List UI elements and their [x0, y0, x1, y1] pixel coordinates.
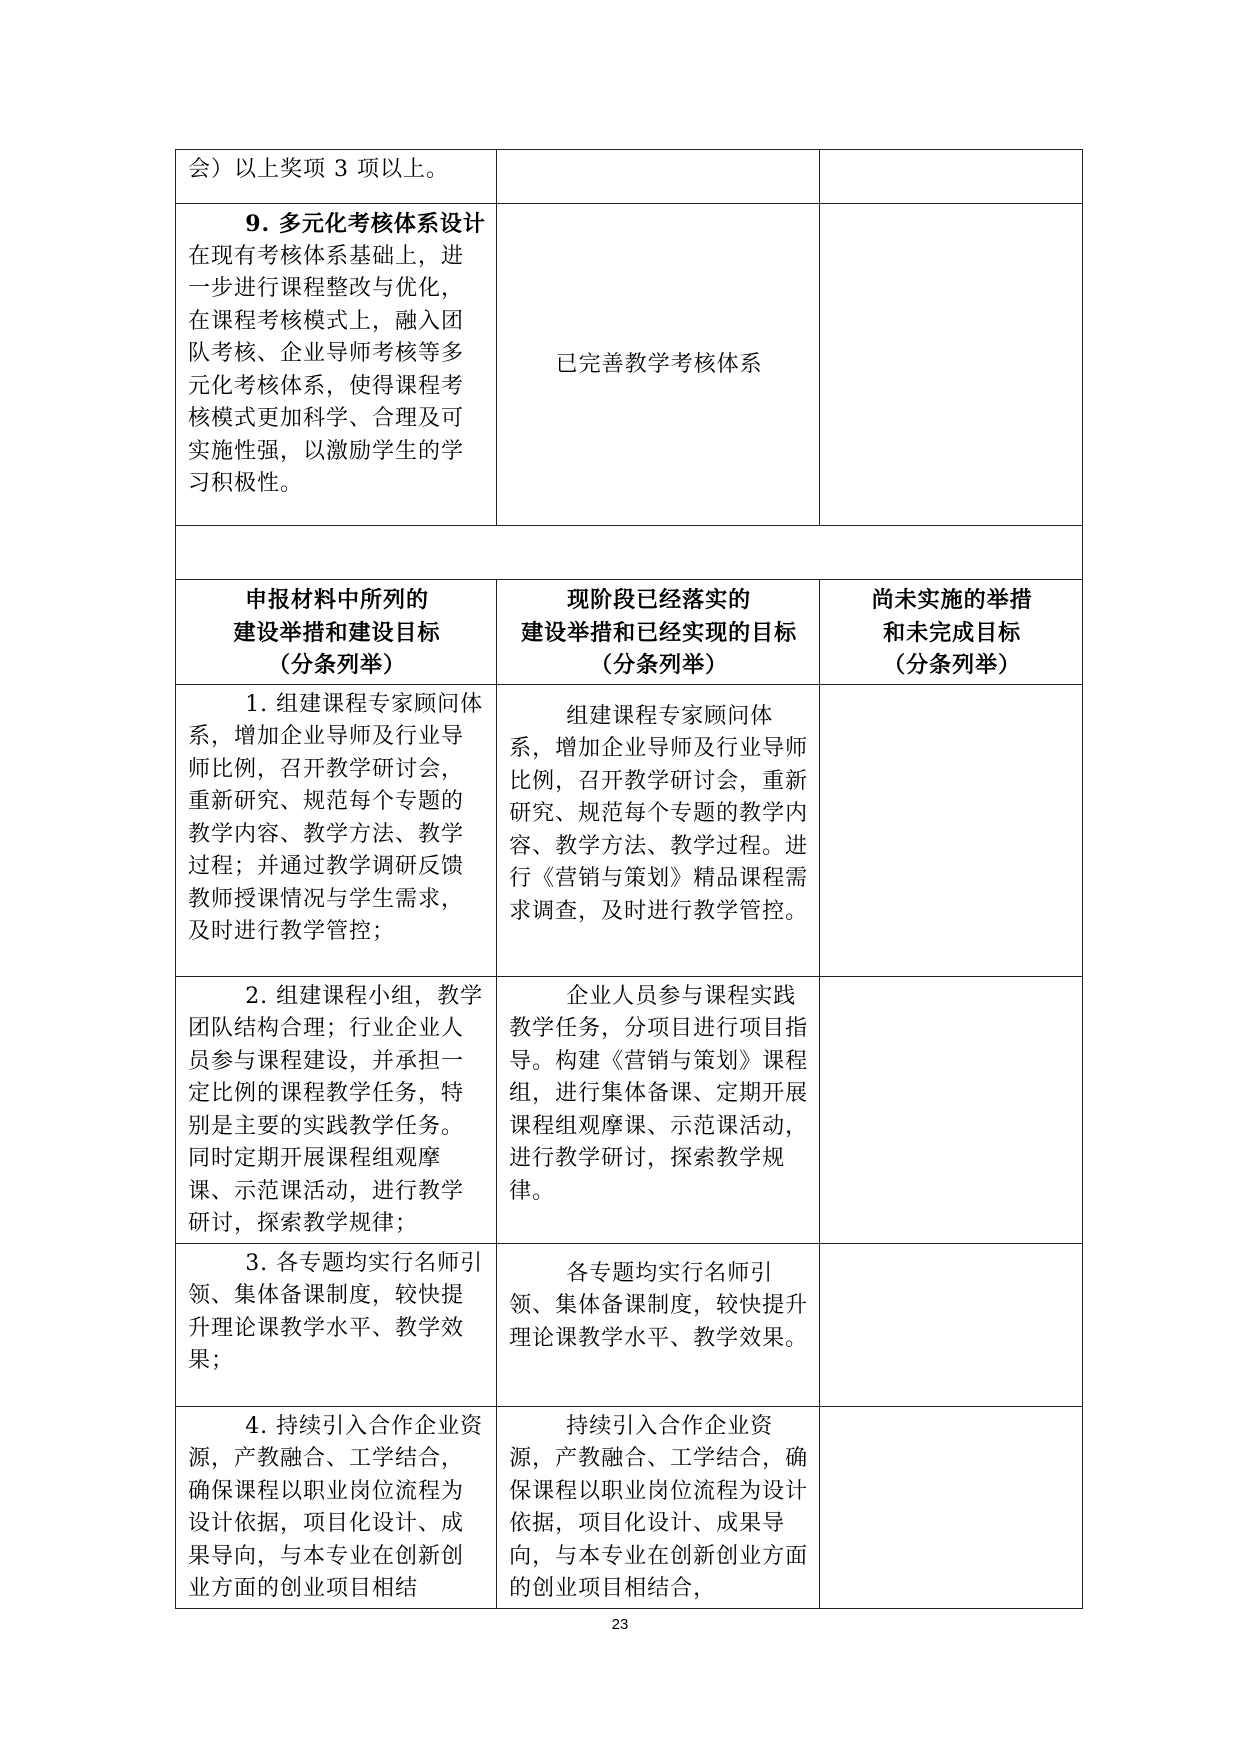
cell-pending-2: [820, 976, 1083, 1243]
header-achieved-line3: （分条列举）: [590, 652, 729, 678]
cell-item9-achieved: 已完善教学考核体系: [497, 204, 820, 526]
header-achieved: [497, 580, 820, 685]
cell-pending-1: [820, 684, 1083, 976]
cell-planned-3: 3. 各专题均实行名师引领、集体备课制度，较快提升理论课教学水平、教学效果；: [176, 1243, 497, 1406]
cell-achieved-4: 持续引入合作企业资源，产教融合、工学结合，确保课程以职业岗位流程为设计依据，项目化设计、成果导向，与本专业在创新创业方面的创业项目相结合，: [497, 1406, 820, 1608]
evaluation-table: [175, 149, 1083, 1609]
table-row: [176, 684, 1083, 976]
header-pending-line2: 和未完成目标: [883, 619, 1022, 646]
table-row: [176, 1406, 1083, 1608]
cell-continuation-planned: 会）以上奖项 3 项以上。: [176, 150, 497, 204]
item9-title: 9. 多元化考核体系设计: [245, 211, 486, 237]
header-planned-line2: 建设举措和建设目标: [233, 619, 441, 646]
cell-pending-3: [820, 1243, 1083, 1406]
page-number: 23: [611, 1616, 629, 1633]
header-pending-line3: （分条列举）: [883, 652, 1022, 678]
header-achieved-line2: 建设举措和已经实现的目标: [521, 619, 798, 646]
cell-planned-1: 1. 组建课程专家顾问体系，增加企业导师及行业导师比例，召开教学研讨会，重新研究、规范每个专题的教学内容、教学方法、教学过程；并通过教学调研反馈教师授课情况与学生需求，及时进行教学管控；: [176, 684, 497, 976]
header-planned: [176, 580, 497, 685]
spacer-cell: [176, 526, 1083, 580]
cell-achieved-2: 企业人员参与课程实践教学任务，分项目进行项目指导。构建《营销与策划》课程组，进行集体备课、定期开展课程组观摩课、示范课活动，进行教学研讨，探索教学规律。: [497, 976, 820, 1243]
header-pending-line1: 尚未实施的举措: [871, 587, 1033, 613]
table-row: [176, 1243, 1083, 1406]
cell-achieved-3: 各专题均实行名师引领、集体备课制度，较快提升理论课教学水平、教学效果。: [497, 1243, 820, 1406]
table-row: [176, 976, 1083, 1243]
table-row-spacer: [176, 526, 1083, 580]
header-pending: [820, 580, 1083, 685]
table-header-row: [176, 580, 1083, 685]
cell-continuation-achieved: [497, 150, 820, 204]
cell-pending-4: [820, 1406, 1083, 1608]
header-achieved-line1: 现阶段已经落实的: [567, 587, 752, 613]
table-row-continuation: [176, 150, 1083, 204]
cell-item9-pending: [820, 204, 1083, 526]
cell-planned-2: 2. 组建课程小组，教学团队结构合理；行业企业人员参与课程建设，并承担一定比例的课程教学任务，特别是主要的实践教学任务。同时定期开展课程组观摩课、示范课活动，进行教学研讨，探索教学规律；: [176, 976, 497, 1243]
header-planned-line3: （分条列举）: [268, 652, 407, 678]
cell-item9-planned: [176, 204, 497, 526]
cell-continuation-pending: [820, 150, 1083, 204]
table-row-item9: [176, 204, 1083, 526]
cell-planned-4: 4. 持续引入合作企业资源，产教融合、工学结合，确保课程以职业岗位流程为设计依据，项目化设计、成果导向，与本专业在创新创业方面的创业项目相结: [176, 1406, 497, 1608]
cell-achieved-1: 组建课程专家顾问体系，增加企业导师及行业导师比例，召开教学研讨会，重新研究、规范每个专题的教学内容、教学方法、教学过程。进行《营销与策划》精品课程需求调查，及时进行教学管控。: [497, 684, 820, 976]
header-planned-line1: 申报材料中所列的: [245, 587, 430, 613]
item9-body: 在现有考核体系基础上，进一步进行课程整改与优化，在课程考核模式上，融入团队考核、企业导师考核等多元化考核体系，使得课程考核模式更加科学、合理及可实施性强，以激励学生的学习积极性。: [188, 243, 465, 496]
